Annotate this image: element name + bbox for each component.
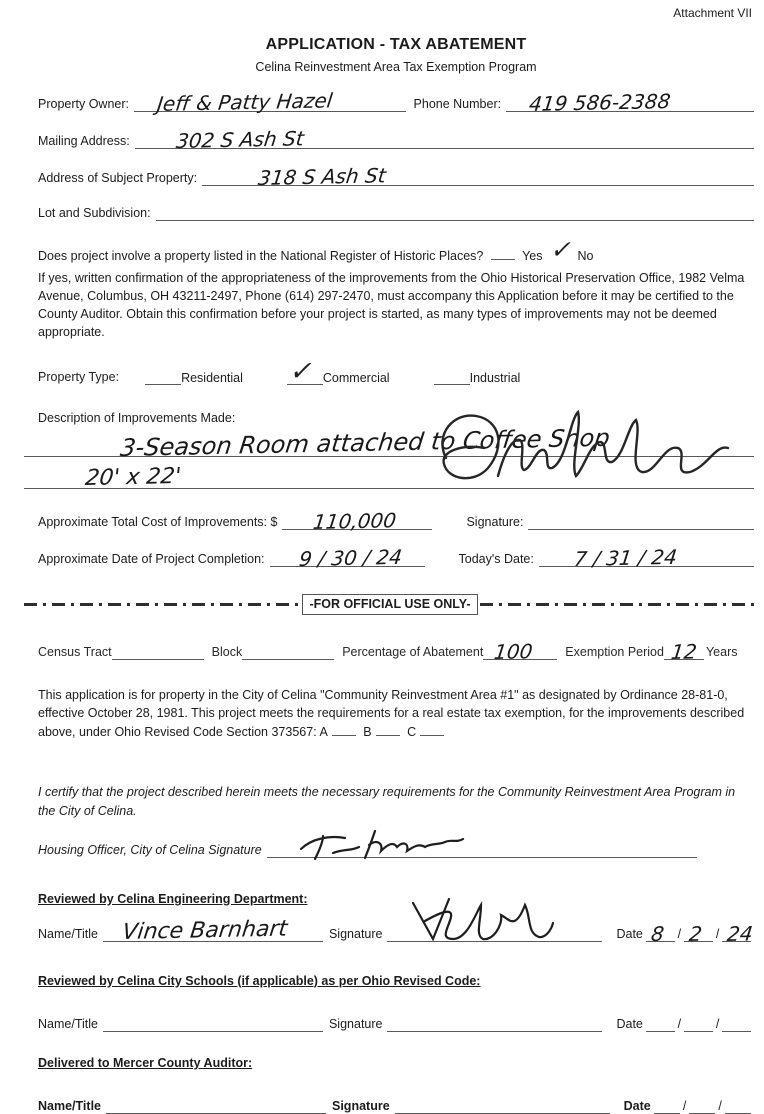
schools-heading: Reviewed by Celina City Schools (if applicable) as per Ohio Revised Code:: [38, 973, 481, 988]
engineering-heading: Reviewed by Celina Engineering Department:: [38, 891, 308, 906]
housing-officer-signature: [295, 825, 510, 863]
mailing-address-row: [38, 126, 754, 153]
exemption-period-value: 12: [669, 639, 699, 664]
engineering-name-value: Vince Barnhart: [120, 916, 289, 945]
abatement-field: [483, 639, 557, 664]
phone-number-value: 419 586-2388: [527, 89, 672, 116]
historic-question: Does project involve a property listed in the National Register of Historic Places?: [38, 249, 484, 263]
signature-label: Signature: [328, 1016, 383, 1031]
engineering-date-year: 24: [726, 921, 755, 946]
auditor-date-month-field: [654, 1098, 680, 1114]
industrial-label: Industrial: [469, 371, 521, 385]
improvements-line-2: [24, 457, 754, 489]
engineering-date-day-field: [684, 921, 713, 946]
todays-date-field: [539, 544, 754, 571]
name-title-label: Name/Title: [38, 926, 98, 941]
schools-date-month-field: [646, 1016, 675, 1032]
improvements-value-1: 3-Season Room attached to Coffee Shop: [118, 423, 612, 462]
checkmark-icon: ✓: [287, 356, 318, 387]
mailing-address-value: 302 S Ash St: [174, 126, 305, 153]
property-owner-row: [38, 88, 754, 116]
property-type-label: Property Type:: [38, 370, 120, 384]
code-a-field: [332, 722, 356, 736]
divider-dashes-right: [480, 603, 756, 606]
checkmark-icon: ✓: [548, 235, 577, 264]
exemption-period-field: [664, 639, 704, 664]
exemption-period-label: Exemption Period: [565, 645, 664, 659]
engineering-date-month-field: [646, 921, 675, 946]
schools-signature-field: [387, 1016, 602, 1032]
years-label: Years: [705, 645, 738, 659]
industrial-checkbox: [434, 371, 470, 385]
block-field: [242, 646, 334, 660]
yes-label: Yes: [522, 249, 543, 263]
code-b: B: [363, 725, 403, 739]
code-b-field: [376, 722, 400, 736]
date-label: Date: [616, 926, 643, 941]
housing-officer-signature-field: [267, 842, 697, 858]
yes-blank: [491, 246, 515, 260]
ordinance-text: This application is for property in the City of Celina "Community Reinvestment Area #1" as designated by Ordinance 28-81-0, effective October 28, 1981. This project meets the requirements for a real estate tax exemption, for the improvements described above, under Ohio Revised Code Section 373567:: [38, 688, 745, 740]
subject-property-row: [38, 163, 754, 190]
todays-date-value: 7 / 31 / 24: [572, 544, 679, 571]
improvements-label: Description of Improvements Made:: [38, 411, 236, 425]
completion-date-label: Approximate Date of Project Completion:: [38, 552, 265, 566]
completion-date-value: 9 / 30 / 24: [297, 544, 403, 571]
property-owner-field: [134, 88, 406, 116]
attachment-label: Attachment VII: [673, 6, 752, 20]
cost-row: [38, 508, 754, 534]
certification-text: I certify that the project described herein meets the necessary requirements for the Community Reinvestment Area Program in the City of Celina.: [38, 785, 736, 818]
date-label: Date: [623, 1098, 651, 1113]
signature-label: Signature:: [466, 515, 524, 529]
mailing-address-label: Mailing Address:: [38, 134, 130, 148]
total-cost-field: [282, 508, 432, 534]
date-separator: /: [677, 1016, 682, 1031]
commercial-label: Commercial: [322, 371, 390, 385]
auditor-date-day-field: [689, 1098, 715, 1114]
engineering-date-day: 2: [687, 921, 704, 946]
property-owner-value: Jeff & Patty Hazel: [155, 88, 334, 116]
lot-subdivision-label: Lot and Subdivision:: [38, 206, 151, 220]
date-separator: /: [718, 1098, 722, 1113]
form-subtitle: Celina Reinvestment Area Tax Exemption Program: [255, 60, 537, 74]
no-label: No: [577, 249, 594, 263]
census-row: [38, 639, 754, 664]
commercial-checkbox: [287, 356, 323, 387]
name-title-label: Name/Title: [38, 1016, 98, 1031]
official-use-divider: [24, 594, 756, 615]
total-cost-label: Approximate Total Cost of Improvements: $: [38, 515, 278, 529]
property-type-row: [38, 356, 754, 387]
auditor-row: [38, 1098, 754, 1114]
phone-number-field: [506, 89, 754, 116]
code-a: A: [319, 725, 359, 739]
auditor-date-year-field: [725, 1098, 751, 1114]
divider-dashes-left: [24, 603, 300, 606]
property-owner-label: Property Owner:: [38, 97, 130, 111]
engineer-signature: [405, 891, 555, 949]
name-title-label: Name/Title: [38, 1098, 101, 1113]
auditor-signature-field: [395, 1098, 610, 1114]
housing-officer-label: Housing Officer, City of Celina Signature: [38, 842, 262, 857]
date-separator: /: [677, 926, 682, 941]
residential-checkbox: [145, 371, 181, 385]
auditor-name-field: [106, 1098, 326, 1114]
abatement-label: Percentage of Abatement: [342, 645, 484, 659]
subject-property-value: 318 S Ash St: [256, 163, 388, 190]
subject-property-field: [202, 163, 754, 190]
completion-date-row: [38, 544, 754, 571]
phone-number-label: Phone Number:: [413, 97, 502, 111]
schools-name-field: [103, 1016, 323, 1032]
code-c: C: [407, 725, 448, 739]
mailing-address-field: [135, 126, 754, 153]
schools-row: [38, 1016, 754, 1032]
engineering-signature-field: [387, 926, 602, 942]
improvements-line-1: [24, 423, 754, 462]
historic-note: If yes, written confirmation of the appropriateness of the improvements from the Ohio Historical Preservation Office, 1982 Velma Avenue, Columbus, OH 43211-2497, Phone (614) 297-2470, must accompany this Application before it may be certified to the County Auditor. Obtain this confirmation before your project is started, as many types of improvements may not be deemed appropriate.: [38, 270, 745, 339]
date-label: Date: [616, 1016, 643, 1031]
census-tract-field: [112, 646, 204, 660]
todays-date-label: Today's Date:: [458, 552, 534, 566]
completion-date-field: [270, 544, 425, 571]
subject-property-label: Address of Subject Property:: [38, 171, 198, 185]
signature-label: Signature: [328, 926, 383, 941]
date-separator: /: [715, 1016, 720, 1031]
historic-question-line: [38, 235, 754, 266]
engineering-date-month: 8: [649, 921, 666, 946]
code-c-field: [420, 722, 444, 736]
date-separator: /: [715, 926, 720, 941]
engineering-row: [38, 916, 755, 946]
lot-subdivision-row: [38, 205, 754, 221]
abatement-value: 100: [493, 639, 535, 664]
housing-officer-row: [38, 842, 754, 858]
improvements-value-2: 20' x 22': [83, 464, 183, 491]
total-cost-value: 110,000: [312, 508, 399, 534]
engineering-name-field: [103, 916, 323, 945]
signature-label: Signature: [332, 1098, 390, 1113]
schools-date-year-field: [722, 1016, 751, 1032]
no-checkbox: [548, 235, 577, 264]
residential-label: Residential: [181, 371, 243, 385]
official-use-only-box: -FOR OFFICIAL USE ONLY-: [302, 594, 477, 615]
engineering-date-year-field: [722, 921, 755, 946]
census-tract-label: Census Tract: [38, 645, 112, 659]
date-separator: /: [682, 1098, 687, 1113]
schools-date-day-field: [684, 1016, 713, 1032]
signature-field: [528, 514, 754, 530]
ordinance-paragraph: [38, 686, 750, 741]
auditor-heading: Delivered to Mercer County Auditor:: [38, 1055, 253, 1070]
lot-subdivision-field: [156, 205, 754, 221]
form-title: APPLICATION - TAX ABATEMENT: [265, 36, 527, 53]
block-label: Block: [211, 645, 243, 659]
